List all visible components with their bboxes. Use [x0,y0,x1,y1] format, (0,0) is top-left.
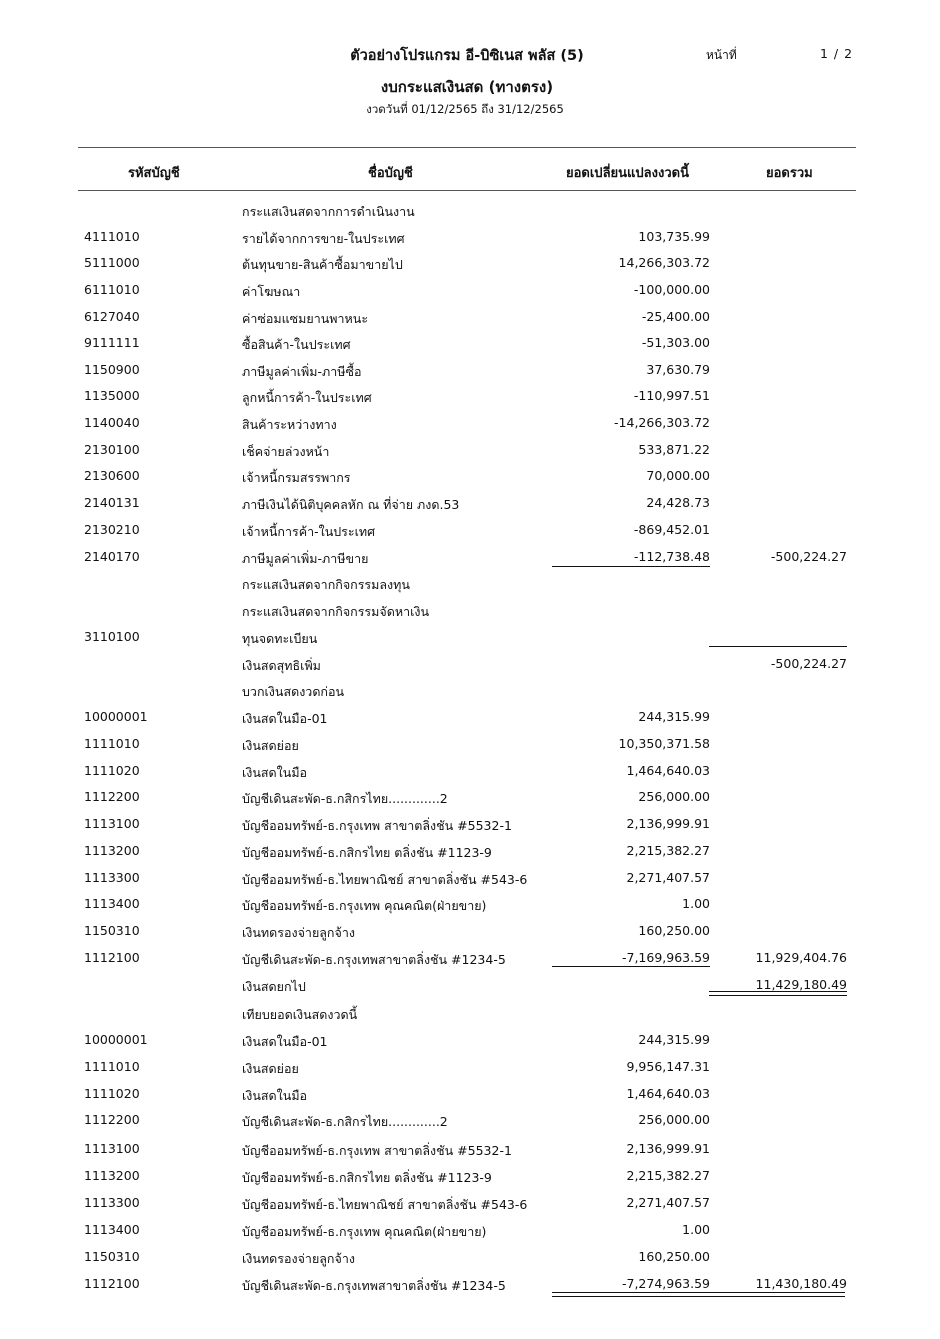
account-code: 1113200 [84,1168,140,1183]
account-code: 2130100 [84,442,140,457]
table-row [0,282,940,304]
report-title: งบกระแสเงินสด (ทางตรง) [380,78,554,96]
table-row [0,950,940,972]
period-change: 1.00 [682,896,710,911]
account-code: 5111000 [84,255,140,270]
period-change: -110,997.51 [633,388,710,403]
period-change: 70,000.00 [646,468,710,483]
period-change: 1,464,640.03 [626,763,710,778]
period-change: 533,871.22 [638,442,710,457]
report-period: งวดวันที่ 01/12/2565 ถึง 31/12/2565 [366,102,564,116]
table-row [0,468,940,490]
account-code: 1113100 [84,1141,140,1156]
period-change: 244,315.99 [638,1032,710,1047]
account-name: บัญชีออมทรัพย์-ธ.ไทยพาณิชย์ สาขาตลิ่งชัน #543-6 [242,1197,528,1212]
account-name: เงินสดสุทธิเพิ่ม [242,658,321,673]
period-change: 2,271,407.57 [626,870,710,885]
table-row [0,362,940,384]
account-name: บัญชีออมทรัพย์-ธ.กรุงเทพ คุณคณิต(ฝ่ายขาย) [242,898,487,913]
account-code: 1113400 [84,896,140,911]
table-row [0,870,940,892]
account-name: เงินสดในมือ [242,765,308,780]
account-name: ค่าโฆษณา [242,284,301,299]
column-header-name: ชื่อบัญชี [368,166,413,181]
period-change: 2,136,999.91 [626,816,710,831]
table-row [0,335,940,357]
account-name: เงินทดรองจ่ายลูกจ้าง [242,1251,355,1266]
table-row [0,388,940,410]
total-double-underline [552,1292,845,1297]
column-header-change: ยอดเปลี่ยนแปลงงวดนี้ [566,166,689,181]
table-row [0,763,940,785]
account-name: กระแสเงินสดจากกิจกรรมจัดหาเงิน [242,604,430,619]
table-row [0,656,940,678]
period-change: 160,250.00 [638,1249,710,1264]
account-code: 2130210 [84,522,140,537]
account-name: เช็คจ่ายล่วงหน้า [242,444,330,459]
account-code: 2130600 [84,468,140,483]
account-name: บัญชีออมทรัพย์-ธ.กสิกรไทย ตลิ่งชัน #1123-9 [242,845,492,860]
account-name: ต้นทุนขาย-สินค้าซื้อมาขายไป [242,257,403,272]
subtotal-underline-change [552,566,710,567]
table-row [0,1195,940,1217]
account-name: บวกเงินสดงวดก่อน [242,684,345,699]
table-row [0,1222,940,1244]
account-name: เงินสดในมือ-01 [242,1034,328,1049]
account-name: เงินสดในมือ-01 [242,711,328,726]
table-row [0,442,940,464]
running-total: 11,429,180.49 [755,977,847,992]
table-row [0,682,940,704]
column-header-code: รหัสบัญชี [128,166,180,181]
period-change: 24,428.73 [646,495,710,510]
total-double-underline [709,991,847,996]
table-row [0,229,940,251]
account-code: 1113200 [84,843,140,858]
page-label: หน้าที่ [706,48,737,62]
account-code: 10000001 [84,1032,148,1047]
account-code: 1150310 [84,1249,140,1264]
account-name: เงินทดรองจ่ายลูกจ้าง [242,925,355,940]
company-name: ตัวอย่างโปรแกรม อี-บิซิเนส พลัส (5) [350,48,584,64]
period-change: 256,000.00 [638,1112,710,1127]
account-code: 1111020 [84,1086,140,1101]
table-row [0,1005,940,1027]
period-change: 10,350,371.58 [618,736,710,751]
period-change: -14,266,303.72 [614,415,710,430]
period-change: 2,215,382.27 [626,843,710,858]
table-row [0,923,940,945]
period-change: -112,738.48 [633,549,710,564]
table-row [0,1032,940,1054]
running-total: -500,224.27 [770,549,847,564]
account-code: 1135000 [84,388,140,403]
table-row [0,415,940,437]
account-name: รายได้จากการขาย-ในประเทศ [242,231,405,246]
column-header-total: ยอดรวม [766,166,813,181]
table-row [0,1141,940,1163]
account-name: เจ้าหนี้การค้า-ในประเทศ [242,524,376,539]
account-name: สินค้าระหว่างทาง [242,417,337,432]
table-row [0,255,940,277]
period-change: -51,303.00 [641,335,710,350]
table-row [0,1059,940,1081]
account-name: เทียบยอดเงินสดงวดนี้ [242,1007,358,1022]
table-row [0,549,940,571]
account-code: 2140170 [84,549,140,564]
account-code: 9111111 [84,335,140,350]
table-row [0,629,940,651]
account-name: บัญชีออมทรัพย์-ธ.กรุงเทพ คุณคณิต(ฝ่ายขาย) [242,1224,487,1239]
table-row [0,1112,940,1134]
account-code: 4111010 [84,229,140,244]
account-name: กระแสเงินสดจากการดำเนินงาน [242,204,415,219]
period-change: 9,956,147.31 [626,1059,710,1074]
account-name: บัญชีออมทรัพย์-ธ.กรุงเทพ สาขาตลิ่งชัน #5532-1 [242,818,512,833]
period-change: 1.00 [682,1222,710,1237]
account-code: 1150900 [84,362,140,377]
account-name: บัญชีเดินสะพัด-ธ.กรุงเทพสาขาตลิ่งชัน #1234-5 [242,1278,506,1293]
period-change: 103,735.99 [638,229,710,244]
account-code: 1113300 [84,1195,140,1210]
account-name: บัญชีเดินสะพัด-ธ.กสิกรไทย.............2 [242,791,448,806]
account-code: 1112200 [84,789,140,804]
account-name: ค่าซ่อมแซมยานพาหนะ [242,311,369,326]
account-code: 6111010 [84,282,140,297]
account-name: บัญชีออมทรัพย์-ธ.กสิกรไทย ตลิ่งชัน #1123-9 [242,1170,492,1185]
account-name: บัญชีออมทรัพย์-ธ.ไทยพาณิชย์ สาขาตลิ่งชัน #543-6 [242,872,528,887]
running-total: -500,224.27 [770,656,847,671]
table-row [0,522,940,544]
account-name: ทุนจดทะเบียน [242,631,318,646]
period-change: 160,250.00 [638,923,710,938]
account-name: กระแสเงินสดจากกิจกรรมลงทุน [242,577,410,592]
account-code: 1112200 [84,1112,140,1127]
period-change: 1,464,640.03 [626,1086,710,1101]
account-name: เงินสดย่อย [242,738,299,753]
table-row [0,709,940,731]
table-row [0,736,940,758]
account-name: เงินสดยกไป [242,979,306,994]
account-code: 1113100 [84,816,140,831]
account-name: เงินสดในมือ [242,1088,308,1103]
account-name: เงินสดย่อย [242,1061,299,1076]
table-row [0,896,940,918]
table-row [0,602,940,624]
account-code: 1140040 [84,415,140,430]
account-code: 6127040 [84,309,140,324]
period-change: -7,169,963.59 [621,950,710,965]
period-change: 37,630.79 [646,362,710,377]
table-row [0,202,940,224]
running-total: 11,430,180.49 [755,1276,847,1291]
running-total: 11,929,404.76 [755,950,847,965]
account-code: 3110100 [84,629,140,644]
account-code: 1112100 [84,1276,140,1291]
table-row [0,789,940,811]
subtotal-underline-total [709,646,847,647]
account-code: 1111020 [84,763,140,778]
account-name: ภาษีมูลค่าเพิ่ม-ภาษีซื้อ [242,364,362,379]
table-row [0,309,940,331]
period-change: 14,266,303.72 [618,255,710,270]
account-code: 1111010 [84,1059,140,1074]
period-change: -7,274,963.59 [621,1276,710,1291]
account-name: ลูกหนี้การค้า-ในประเทศ [242,390,372,405]
account-code: 10000001 [84,709,148,724]
page-number: 1 / 2 [820,46,854,61]
table-row [0,1249,940,1271]
account-code: 1111010 [84,736,140,751]
account-code: 1112100 [84,950,140,965]
subtotal-underline-change [552,966,710,967]
period-change: 2,136,999.91 [626,1141,710,1156]
account-name: ภาษีเงินได้นิติบุคคลหัก ณ ที่จ่าย ภงด.53 [242,497,460,512]
period-change: 244,315.99 [638,709,710,724]
account-code: 1113300 [84,870,140,885]
account-name: เจ้าหนี้กรมสรรพากร [242,470,351,485]
account-name: บัญชีเดินสะพัด-ธ.กสิกรไทย.............2 [242,1114,448,1129]
account-code: 2140131 [84,495,140,510]
account-name: บัญชีเดินสะพัด-ธ.กรุงเทพสาขาตลิ่งชัน #1234-5 [242,952,506,967]
period-change: -869,452.01 [633,522,710,537]
table-row [0,1168,940,1190]
account-name: บัญชีออมทรัพย์-ธ.กรุงเทพ สาขาตลิ่งชัน #5532-1 [242,1143,512,1158]
table-row [0,843,940,865]
period-change: 2,215,382.27 [626,1168,710,1183]
period-change: 256,000.00 [638,789,710,804]
table-row [0,575,940,597]
account-name: ซื้อสินค้า-ในประเทศ [242,337,351,352]
table-row [0,495,940,517]
table-row [0,816,940,838]
account-code: 1150310 [84,923,140,938]
table-row [0,1086,940,1108]
period-change: -100,000.00 [633,282,710,297]
account-name: ภาษีมูลค่าเพิ่ม-ภาษีขาย [242,551,369,566]
period-change: -25,400.00 [641,309,710,324]
account-code: 1113400 [84,1222,140,1237]
period-change: 2,271,407.57 [626,1195,710,1210]
